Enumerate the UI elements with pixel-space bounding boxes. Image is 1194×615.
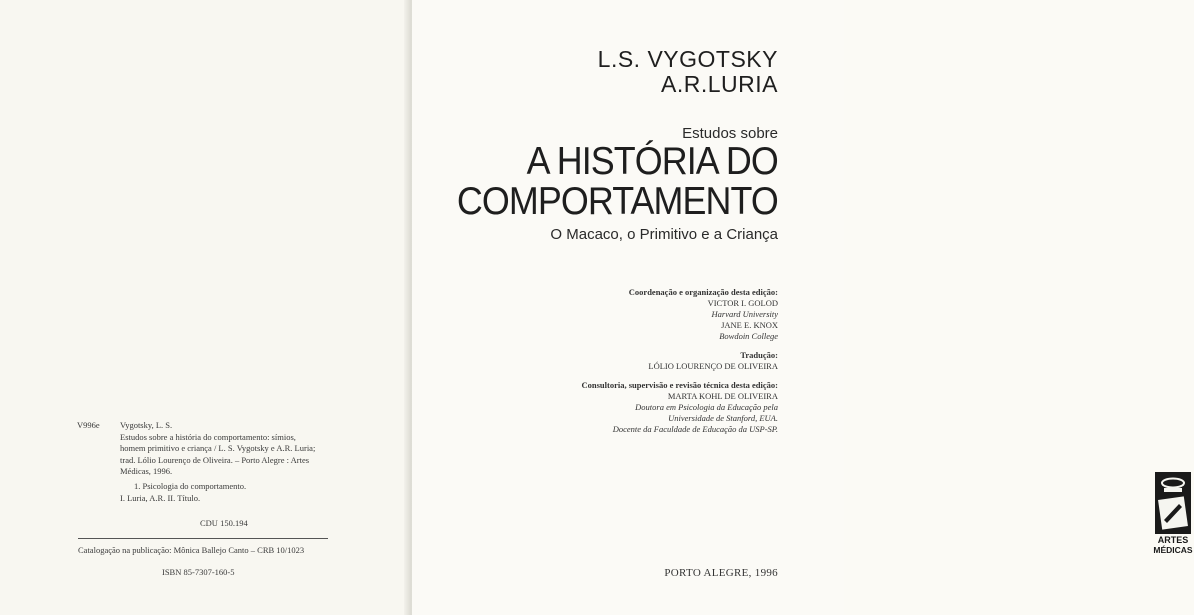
place-and-year: PORTO ALEGRE, 1996 (664, 567, 778, 579)
catalog-description (120, 432, 332, 478)
editor-affiliation: Harvard University (711, 309, 778, 319)
subject-line: 1. Psicologia do comportamento. (134, 481, 247, 491)
editor-name: VICTOR I. GOLOD (707, 298, 778, 308)
cdu-code: CDU 150.194 (200, 518, 248, 528)
editor-affiliation: Bowdoin College (719, 331, 778, 341)
catalog-entry (120, 420, 332, 478)
title-line: COMPORTAMENTO (457, 180, 778, 223)
description-line: Estudos sobre a história do comportamento: símios, (120, 431, 296, 442)
consultant-name: MARTA KOHL DE OLIVEIRA (667, 391, 778, 401)
translation-credits (648, 350, 778, 372)
title-line: A HISTÓRIA DO (526, 140, 778, 183)
description-line: Médicas, 1996. (120, 466, 173, 476)
subject-line: I. Luria, A.R. II. Título. (120, 492, 201, 503)
description-line: trad. Lólio Lourenço de Oliveira. – Porto Alegre : Artes (120, 454, 310, 465)
catalog-subjects (120, 481, 330, 504)
translation-heading: Tradução: (740, 350, 778, 360)
consultancy-heading: Consultoria, supervisão e revisão técnica desta edição: (581, 380, 778, 390)
isbn: ISBN 85-7307-160-5 (162, 567, 235, 577)
right-page (412, 0, 1193, 615)
book-title (457, 142, 778, 222)
author-entry: Vygotsky, L. S. (120, 420, 173, 430)
authors (598, 47, 778, 97)
coordination-heading: Coordenação e organização desta edição: (628, 287, 778, 297)
call-number: V996e (77, 420, 100, 430)
consultant-bio-line: Universidade de Stanford, EUA. (668, 413, 778, 423)
left-page (0, 0, 412, 615)
cataloging-credit: Catalogação na publicação: Mônica Ballejo Canto – CRB 10/1023 (78, 545, 305, 555)
coordination-credits (629, 287, 778, 342)
pre-title: Estudos sobre (682, 125, 778, 142)
publisher-logo (1152, 470, 1194, 556)
consultant-bio-line: Doutora em Psicologia da Educação pela (635, 402, 778, 412)
consultant-bio-line: Docente da Faculdade de Educação da USP-SP. (612, 424, 778, 434)
consultancy-credits (581, 380, 778, 435)
author-name: L.S. VYGOTSKY (597, 46, 778, 72)
description-line: homem primitivo e criança / L. S. Vygotsky e A.R. Luria; (120, 443, 316, 453)
divider (78, 538, 328, 539)
editor-name: JANE E. KNOX (721, 320, 778, 330)
translator-name: LÓLIO LOURENÇO DE OLIVEIRA (648, 361, 778, 371)
author-name: A.R.LURIA (661, 71, 778, 97)
logo-text-line: ARTES (1157, 535, 1189, 545)
subtitle: O Macaco, o Primitivo e a Criança (550, 226, 778, 243)
logo-text-line: MÉDICAS (1153, 545, 1193, 555)
